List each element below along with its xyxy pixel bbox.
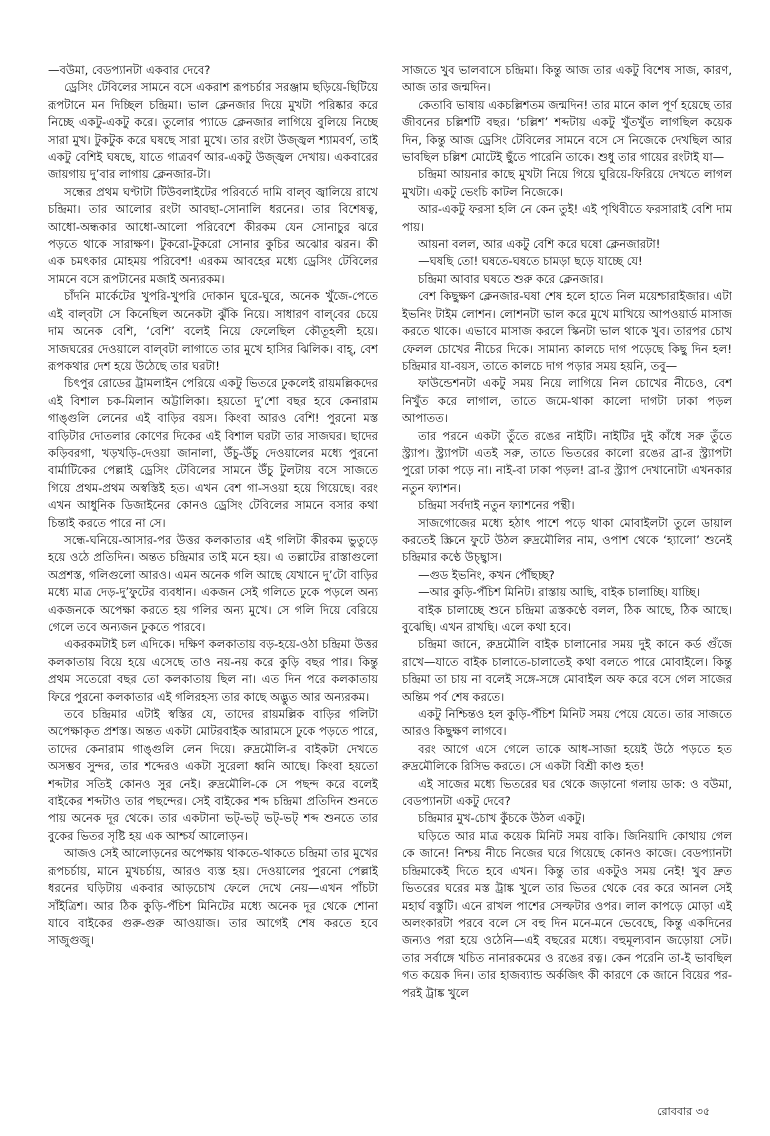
paragraph: চন্দ্রিমা জানে, রুদ্রমৌলি বাইক চালানোর সময় দুই কানে কর্ড গুঁজে রাখে—যাতে বাইক চালাতে-চালাতেই কথা বলতে পারে মোবাইলে। কিন্তু চন্দ্রিমা তা চায় না বলেই সঙ্গে-সঙ্গে মোবাইল অফ করে বসে গেল সাজের অন্তিম পর্ব শেষ করতে। <box>402 637 732 704</box>
paragraph: বেশ কিছুক্ষণ ক্লেনজার-ঘষা শেষ হলে হাতে নিল ময়েশ্চারাইজার। এটা ইভনিং টাইম লোশন। লোশনটা ভাল করে মুখে মাখিয়ে আপওয়ার্ড মাসাজ করতে থাকে। এভাবে মাসাজ করলে স্কিনটা ভাল থাকে খুব। তারপর চোখ ফেলল চোখের নীচের দিকে। সামান্য কালচে দাগ পড়েছে কিছু দিন হল! চন্দ্রিমার যা-বয়স, তাতে কালচে দাগ পড়ার সময় হয়নি, তবু— <box>402 289 732 373</box>
left-column <box>48 62 378 1086</box>
paragraph: —গুড ইভনিং, কখন পৌঁছচ্ছ? <box>418 567 555 582</box>
right-column <box>402 62 732 1086</box>
paragraph: ঘড়িতে আর মাত্র কয়েক মিনিট সময় বাকি। জিনিয়াদি কোথায় গেল কে জানে! নিশ্চয় নীচে নিজের ঘরে গিয়েছে কোনও কাজে। বেডপ্যানটা চন্দ্রিমাকেই দিতে হবে এখন। কিন্তু তার একটুও সময় নেই! খুব দ্রুত ভিতরের ঘরের মস্ত ট্রাঙ্ক খুলে তার ভিতর থেকে বের করে আনল সেই মহার্ঘ বস্তুটি। এনে রাখল পাশের সেল্ফটার ওপর। লাল কাপড়ে মোড়া এই অলংকারটা পরবে বলে সে বহু দিন মনে-মনে ভেবেছে, কিন্তু একদিনের জন্যও পরা হয়ে ওঠেনি—এই বছরের মধ্যে। বহুমূল্যবান জড়োয়া সেট। তার সর্বাঙ্গে খচিত নানারকমের ও রঙের রত্ন। কেন পরেনি তা-ই ভাবছিল গত কয়েক দিন। তার হাজব্যান্ড অর্কজিৎ কী কারণে কে জানে বিয়ের পর-পরই ট্রাঙ্ক খুলে <box>402 828 732 1000</box>
text-columns <box>48 62 732 1086</box>
page-footer <box>657 1103 710 1122</box>
paragraph: ড্রেসিং টেবিলের সামনে বসে একরাশ রূপচর্চার সরঞ্জাম ছড়িয়ে-ছিটিয়ে রূপটানে মন দিচ্ছিল চন্দ্রিমা। ভাল ক্লেনজার দিয়ে মুখটা পরিষ্কার করে নিচ্ছে একটু-একটু করে। তুলোর প্যাডে ক্লেনজার লাগিয়ে বুলিয়ে নিচ্ছে সারা মুখ। টুকটুক করে ঘষছে সারা মুখে। তার রংটা উজ্জ্বল শ্যামবর্ণ, তাই একটু বেশিই ঘষছে, যাতে গাত্রবর্ণ আর-একটু উজ্জ্বল দেখায়। একবারের জায়গায় দু’বার লাগায় ক্লেনজার-টা। <box>48 80 378 182</box>
paragraph: চন্দ্রিমা সর্বদাই নতুন ফ্যাশনের পন্থী। <box>418 498 575 513</box>
paragraph: সাজগোজের মধ্যে হঠাৎ পাশে পড়ে থাকা মোবাইলটা তুলে ডায়াল করতেই স্ক্রিনে ফুটে উঠল রুদ্রমৌলির নাম, ওপাশ থেকে ‘হ্যালো’ শুনেই চন্দ্রিমার কণ্ঠে উচ্ছ্বাস। <box>402 515 732 565</box>
paragraph: আয়না বলল, আর একটু বেশি করে ঘষো ক্লেনজারটা! <box>418 237 661 252</box>
paragraph: চন্দ্রিমা আয়নার কাছে মুখটা নিয়ে গিয়ে ঘুরিয়ে-ফিরিয়ে দেখতে লাগল মুখটা। একটু ভেংচি কাটল নিজেকে। <box>402 167 732 199</box>
paragraph: বরং আগে এসে গেলে তাকে আধ-সাজা হয়েই উঠে পড়তে হত রুদ্রমৌলিকে রিসিভ করতে। সে একটা বিশ্রী কাণ্ড হত! <box>402 741 732 774</box>
paragraph: —আর কুড়ি-পঁচিশ মিনিট। রাস্তায় আছি, বাইক চালাচ্ছি। যাচ্ছি। <box>418 585 701 600</box>
paragraph: কেতাবি ভাষায় একচল্লিশতম জন্মদিন! তার মানে কাল পূর্ণ হয়েছে তার জীবনের চল্লিশটি বছর। ‘চল্লিশ’ শব্দটায় একটু খুঁতখুঁত লাগছিল কয়েক দিন, কিন্তু আজ ড্রেসিং টেবিলের সামনে বসে সে নিজেকে দেখছিল আর ভাবছিল চল্লিশ মোটেই ছুঁতে পারেনি তাকে। শুধু তার গায়ের রংটাই যা— <box>402 97 732 165</box>
paragraph: চন্দ্রিমা আবার ঘষতে শুরু করে ক্লেনজার। <box>418 271 604 286</box>
paragraph: —ঘষছি তো! ঘষতে-ঘষতে চামড়া ছড়ে যাচ্ছে যে! <box>418 254 643 269</box>
paragraph: সন্ধের প্রথম ঘণ্টাটা টিউবলাইটের পরিবর্তে দামি বাল্‌ব জ্বালিয়ে রাখে চন্দ্রিমা। তার আলোর রংটা আবছা-সোনালি ধরনের। তার বিশেষত্ব, আধো-অন্ধকার আধো-আলো পরিবেশে কীরকম যেন সোনাচুর ঝরে পড়তে থাকে সারাক্ষণ। টুকরো-টুকরো সোনার কুচির অঝোর ঝরন। কী এক চমৎকার মোহময় পরিবেশ! এরকম আবহের মধ্যে ড্রেসিং টেবিলের সামনে বসে রূপটানের মজাই অন্যরকম। <box>48 184 378 286</box>
paragraph: সন্ধে-ঘনিয়ে-আসার-পর উত্তর কলকাতার এই গলিটা কীরকম ভুতুড়ে হয়ে ওঠে প্রতিদিন। অন্তত চন্দ্রিমার তাই মনে হয়। এ তল্লাটের রাস্তাগুলো অপ্রশস্ত, গলিগুলো আরও। এমন অনেক গলি আছে যেখানে দু’টো বাড়ির মধ্যে মাত্র দেড়-দু’ফুটের ব্যবধান। একজন সেই গলিতে ঢুকে পড়লে অন্য একজনকে অপেক্ষা করতে হয় গলির অন্য মুখে। সে গলি দিয়ে বেরিয়ে গেলে তবে অন্যজন ঢুকতে পারবে। <box>48 532 378 634</box>
page-number: ৩৫ <box>695 1105 710 1118</box>
footer-label: রোববার <box>657 1105 693 1118</box>
paragraph: বাইক চালাচ্ছে শুনে চন্দ্রিমা ত্রস্তকণ্ঠে বলল, ঠিক আছে, ঠিক আছে। বুঝেছি। এখন রাখছি। এলে কথা হবে। <box>402 602 732 634</box>
paragraph: চাঁদনি মার্কেটের খুপরি-খুপরি দোকান ঘুরে-ঘুরে, অনেক খুঁজে-পেতে এই বাল্‌বটা সে কিনেছিল অনেকটা ঝুঁকি নিয়ে। সাধারণ বাল্‌বের চেয়ে দাম অনেক বেশি, ‘বেশি’ বলেই নিয়ে ফেলেছিল কৌতূহলী হয়ে। সাজঘরের দেওয়ালে বাল্‌বটা লাগাতে তার মুখে হাসির ঝিলিক। বাহ্‌, বেশ রূপকথার দেশ হয়ে উঠেছে তার ঘরটা! <box>48 289 378 373</box>
paragraph: আর-একটু ফরসা হলি নে কেন তুই! এই পৃথিবীতে ফরসারাই বেশি দাম পায়। <box>402 202 732 234</box>
paragraph: আজও সেই আলোড়নের অপেক্ষায় থাকতে-থাকতে চন্দ্রিমা তার মুখের রূপচর্চায়, মানে মুখচর্চায়, আরও ব্যস্ত হয়। দেওয়ালের পুরনো পেল্লাই ধরনের ঘড়িটায় একবার আড়চোখ ফেলে দেখে নেয়—এখন পাঁচটা সাঁইত্রিশ। আর ঠিক কুড়ি-পঁচিশ মিনিটের মধ্যে অনেক দূর থেকে শোনা যাবে বাইকের গুরু-গুরু আওয়াজ। তার আগেই শেষ করতে হবে সাজুগুজু। <box>48 846 378 948</box>
paragraph: তবে চন্দ্রিমার এটাই স্বস্তির যে, তাদের রায়মল্লিক বাড়ির গলিটা অপেক্ষাকৃত প্রশস্ত। অন্তত একটা মোটরবাইক আরামসে ঢুকে পড়তে পারে, তাদের কেনারাম গাঙ্গুলি লেন দিয়ে। রুদ্রমৌলি-র বাইকটা দেখতে অসম্ভব সুন্দর, তার শব্দেরও একটা সুরেলা ধ্বনি আছে। কিংবা হয়তো শব্দটার সতিই কোনও সুর নেই। রুদ্রমৌলি-কে সে পছন্দ করে বলেই বাইকের শব্দটাও তার পছন্দের। সেই বাইকের শব্দ চন্দ্রিমা প্রতিদিন শুনতে পায় অনেক দূর থেকে। তার একটানা ভট্‌-ভট্‌ ভট্‌-ভট্‌ শব্দ শুনতে তার বুকের ভিতর সৃষ্টি হয় এক আশ্চর্য আলোড়ন। <box>48 707 378 843</box>
paragraph: চিৎপুর রোডের ট্রামলাইন পেরিয়ে একটু ভিতরে ঢুকলেই রায়মল্লিকদের এই বিশাল চক-মিলান অট্টালিকা। হয়তো দু’শো বছর হবে কেনারাম গাঙ্গুলি লেনের এই বাড়ির বয়স। কিংবা আরও বেশি! পুরনো মস্ত বাড়িটার দোতলার কোণের দিকের এই বিশাল ঘরটা তার সাজঘর। ছাদের কড়িবরগা, খড়খড়ি-দেওয়া জানালা, উঁচু-উঁচু দেওয়ালের মধ্যে পুরনো বার্মাটিকের পেল্লাই ড্রেসিং টেবিলের সামনে উঁচু টুলটায় বসে সাজতে গিয়ে প্রথম-প্রথম অস্বস্তিই হত। এখন বেশ গা-সওয়া হয়ে গিয়েছে। বরং এখন আধুনিক ডিজাইনের কোনও ড্রেসিং টেবিলের সামনে বসার কথা চিন্তাই করতে পারে না সে। <box>48 376 378 530</box>
paragraph: ফাউন্ডেশনটা একটু সময় নিয়ে লাগিয়ে নিল চোখের নীচেও, বেশ নিখুঁত করে লাগাল, তাতে জমে-থাকা কালো দাগটা ঢাকা পড়ল আপাতত। <box>402 376 732 426</box>
paragraph: চন্দ্রিমার মুখ-চোখ কুঁচকে উঠল একটু। <box>418 811 586 826</box>
paragraph: এই সাজের মধ্যে ভিতরের ঘর থেকে জড়ানো গলায় ডাক: ও বউমা, বেডপ্যানটা একটু দেবে? <box>402 776 732 809</box>
paragraph: একরকমটাই চল এদিকে। দক্ষিণ কলকাতায় বড়-হয়ে-ওঠা চন্দ্রিমা উত্তর কলকাতায় বিয়ে হয়ে এসেছে তাও নয়-নয় করে কুড়ি বছর পার। কিন্তু প্রথম সতেরো বছর তো কলকাতায় ছিল না। এত দিন পরে কলকাতায় ফিরে পুরনো কলকাতার এই গলিরহস্য তার কাছে অদ্ভুত আর অন্যরকম। <box>48 637 378 704</box>
paragraph: তার পরনে একটা তুঁতে রঙের নাইটি। নাইটির দুই কাঁধে সরু তুঁতে স্ট্র্যাপ। স্ট্র্যাপটা এতই সরু, তাতে ভিতরের কালো রঙের ব্রা-র স্ট্র্যাপটা পুরো ঢাকা পড়ে না। নাই-বা ঢাকা পড়ল! ব্রা-র স্ট্র্যাপ দেখানোটা এখনকার নতুন ফ্যাশন। <box>402 428 732 495</box>
paragraph: একটু নিশ্চিন্তও হল কুড়ি-পঁচিশ মিনিট সময় পেয়ে যেতে। তার সাজতে আরও কিছুক্ষণ লাগবে। <box>402 707 732 739</box>
paragraph: সাজতে খুব ভালবাসে চন্দ্রিমা। কিন্তু আজ তার একটু বিশেষ সাজ, কারণ, আজ তার জন্মদিন। <box>402 63 732 95</box>
paragraph: —বউমা, বেডপ্যানটা একবার দেবে? <box>48 63 211 77</box>
